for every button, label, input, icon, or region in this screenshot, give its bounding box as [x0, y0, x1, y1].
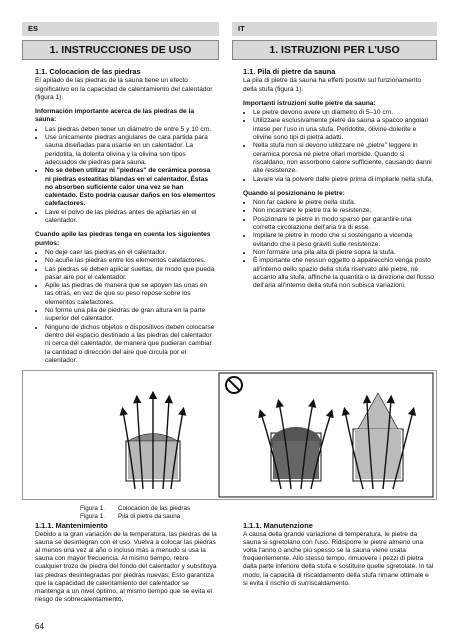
list-item: • Non formare una pila alta di pietre sopra la stufa.	[253, 249, 435, 257]
maintenance-text-es: Debido a la gran variación de la temperatura, las piedras de la sauna se desintegran con el uso. Vuelva a colocar las piedras al menos una vez al año o incluso más a menudo si usa la sauna con mayor frecuencia. Al mismo tiempo, retire cualquier trozo de piedra del fondo del calentador y substituya las piedras desintegradas por piedras nuevas. Esto garantiza que la capacidad de calentamiento del calentador se mantenga a un nivel óptimo, al mismo tiempo que se evita el riesgo de sobrecalentamiento.	[35, 531, 217, 603]
stack-title-it: Quando si posizionano le pietre:	[243, 189, 345, 197]
list-item: • No acuñe las piedras entre los elementos calefactores.	[45, 257, 217, 265]
maintenance-it	[243, 522, 435, 588]
list-item: • Lavare via la polvere dalle pietre prima di impilarle nella stufa.	[253, 176, 435, 184]
list-item: • Impilare le pietre in modo che si sostengano a vicenda evitando che il peso gravitì sulle resistenze.	[253, 232, 435, 249]
column-it	[243, 68, 435, 296]
section-title-it: 1.1. Pila di pietre da sauna	[243, 67, 336, 76]
list-item: • Posizionare le pietre in modo sparso per garantire una corretta circolazione dell'aria tra di esse.	[253, 216, 435, 233]
list-item: • Ninguno de dichos objetos o dispositivos deben colocarse dentro del espacio destinado a las piedras del calentador ni cerca del calentador, de manera que pudieran cambiar la cantidad o dirección del aire que circula por el calentador.	[45, 324, 217, 365]
figure-1	[22, 370, 437, 500]
section-text-es: El apilado de las piedras de la sauna tiene un efecto significativo en la capacidad de calentamiento del calentador (figura 1).	[35, 77, 213, 101]
info-list-it	[243, 109, 435, 184]
list-item: • Le pietre devono avere un diametro di 5–10 cm.	[253, 109, 435, 117]
list-item: • Nella stufa non si devono utilizzare né „pietre" leggere in ceramica porosa né pietre ollari morbide. Quando si riscaldano, non assorbono calore sufficiente, causando danni alle resistenze.	[253, 142, 435, 175]
stack-list-it	[243, 199, 435, 290]
list-item: • Las piedras se deben aplicar sueltas, de modo que pueda pasar aire por el calentador.	[45, 266, 217, 283]
lang-tab-es: ES	[22, 22, 219, 36]
maintenance-es	[35, 522, 217, 604]
list-item: • No deje caer las piedras en el calentador.	[45, 249, 217, 257]
list-item: • Utilizzare esclusivamente pietre da sauna a spacco angolari intese per l'uso in una stufa. Peridotite, olivine-dolerite e olivine sono tipi di pietra adatti.	[253, 117, 435, 142]
maintenance-title-it: 1.1.1. Manutenzione	[243, 521, 313, 530]
section-title-es: 1.1. Colocacion de las piedras	[35, 67, 141, 76]
info-title-es: Información importante acerca de las piedras de la sauna:	[35, 108, 195, 124]
lang-tab-it: IT	[232, 22, 437, 36]
list-item: • Lave el polvo de las piedras antes de apilarlas en el calentador.	[45, 209, 217, 226]
section-text-it: La pila di pietre da sauna ha effetti positivi sul funzionamento della stufa (figura 1).	[243, 77, 422, 93]
maintenance-text-it: A causa della grande variazione di temperatura, le pietre da sauna si sgretolano con l'uso. Ridisporre le pietre almeno una volta l'anno o anche più spesso se la sauna viene usata frequentemente. Allo stesso tempo, rimuovere i pezzi di pietra dalla parte inferiore della stufa e sostituire quelle sgretolate. In tal modo, la capacità di riscaldamento della stufa rimane ottimale e si evita il rischio di surriscaldamento.	[243, 531, 434, 587]
figure-caption	[80, 505, 190, 520]
correct-heater-diagram	[123, 395, 183, 489]
wrong-heater-diagram-1	[261, 403, 331, 489]
info-list-es	[35, 126, 217, 226]
heading-es: 1. INSTRUCCIONES DE USO	[22, 40, 219, 60]
caption-text-es: Colocacion de las piedras	[118, 505, 191, 512]
caption-num-it: Figura 1.	[80, 512, 105, 520]
maintenance-title-es: 1.1.1. Mantenimiento	[35, 521, 108, 530]
info-title-it: Importanti istruzioni sulle pietre da sauna:	[243, 99, 376, 107]
list-item: • Apile las piedras de manera que se apoyen las unas en las otras, en vez de que su peso repose sobre los elementos calefactores.	[45, 282, 217, 307]
list-item: • No se deben utilizar ni "piedras" de cerámica porosa ni piedras esteatitas blandas en el calentador. Éstas no absorben suficiente calor una vez se han calentado. Esto podría causar daños en los elementos calefactores.	[45, 167, 217, 208]
list-item: • Non far cadere le pietre nella stufa.	[253, 199, 435, 207]
list-item: • Non incastrare le pietre tra le resistenze.	[253, 207, 435, 215]
caption-text-it: Pila di pietre da sauna	[118, 512, 181, 520]
caption-num-es: Figura 1.	[80, 505, 105, 512]
wrong-heater-diagram-2	[345, 393, 413, 489]
stack-title-es: Cuando apile las piedras tenga en cuenta los siguientes puntos:	[35, 231, 211, 247]
column-es	[35, 68, 217, 371]
list-item: • Las piedras deben tener un diámetro de entre 5 y 10 cm.	[45, 126, 217, 134]
list-item: • È importante che nessun oggetto o apparecchio venga posto all'interno dello spazio della stufa riservato alle pietre, né accanto alla stufa, affinché la quantità o la direzione del flusso dell'aria all'interno della stufa non subisca variazioni.	[253, 257, 435, 290]
list-item: • No forme una pila de piedras de gran altura en la parte superior del calentador.	[45, 307, 217, 324]
stone-stacking-illustration	[23, 371, 436, 499]
list-item: • Use únicamente piedras angulares de cara partida para sauna diseñadas para usarse en un calentador. La peridotita, la dolerita olivina y la olivina son tipos adecuados de piedras para sauna.	[45, 134, 217, 167]
page-number: 64	[35, 622, 44, 631]
stack-list-es	[35, 249, 217, 365]
heading-it: 1. ISTRUZIONI PER L'USO	[232, 40, 437, 60]
